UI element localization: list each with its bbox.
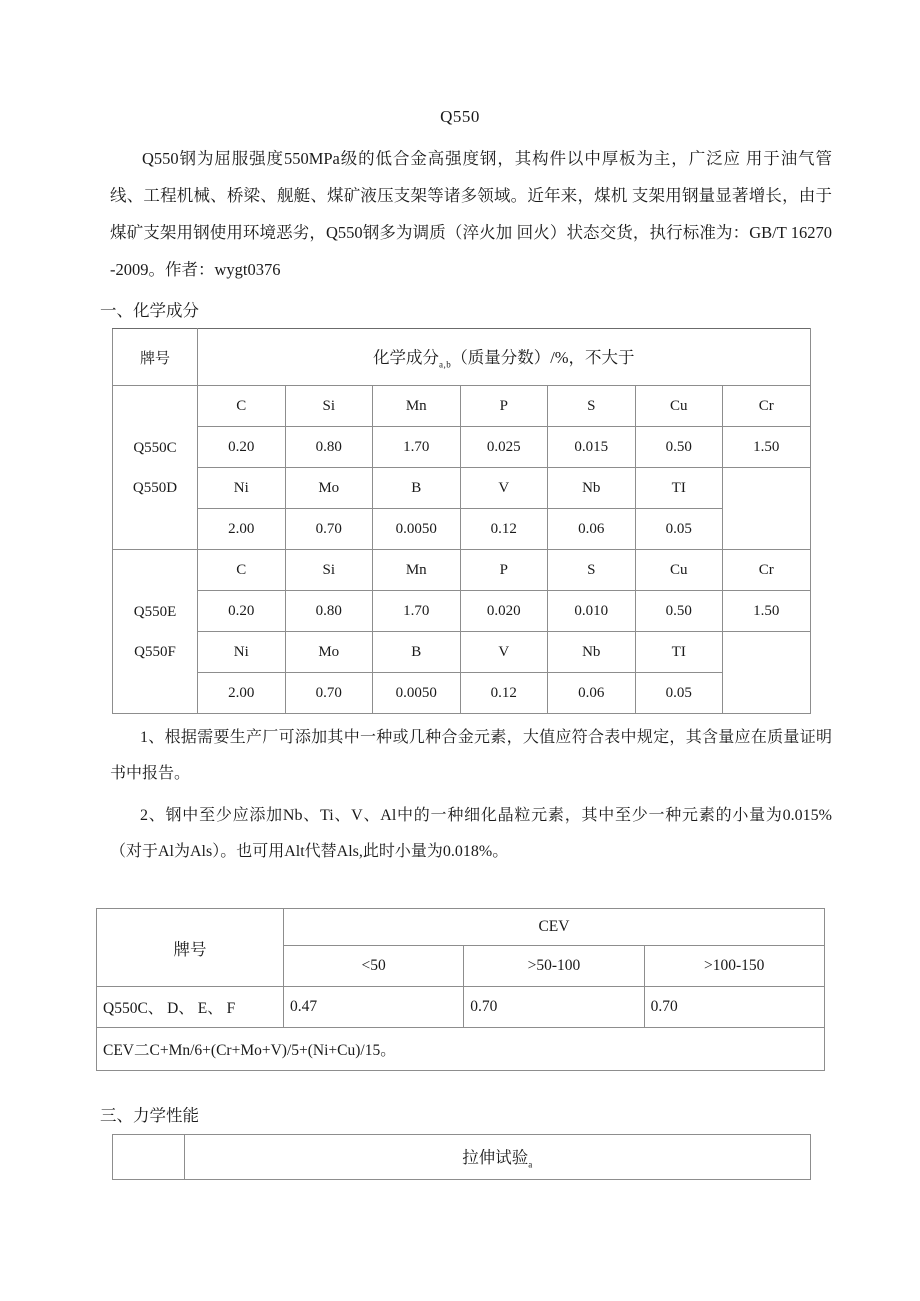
mechanical-properties-table-wrapper (0, 1131, 920, 1180)
brand-label: Q550D (132, 479, 178, 496)
cev-table (96, 908, 825, 1071)
cev-brand-cell: Q550C、 D、 E、 F (97, 987, 284, 1028)
element-value-cell: 1.70 (373, 427, 461, 468)
tensile-test-footnote: a (528, 1159, 533, 1170)
element-value-cell: 1.70 (373, 591, 461, 632)
table-row (113, 329, 811, 386)
element-value-cell: 0.80 (285, 591, 373, 632)
element-header-cell: S (548, 386, 636, 427)
note-item-2: 2、钢中至少应添加Nb、Ti、V、Al中的一种细化晶粒元素，其中至少一种元素的小量为0.015% （对于Al为Als）。也可用Alt代替Als,此时小量为0.018%。 (110, 807, 832, 860)
element-header-cell: Mn (373, 550, 461, 591)
mechanical-properties-table (112, 1134, 811, 1180)
thickness-range-cell: <50 (284, 946, 464, 987)
element-value-cell: 2.00 (198, 673, 286, 714)
mechanical-blank-cell (113, 1135, 185, 1180)
table-row (113, 591, 811, 632)
brand-group-cell (113, 386, 198, 550)
element-value-cell: 1.50 (723, 591, 811, 632)
element-header-cell: Ni (198, 632, 286, 673)
cev-formula-cell: CEV二C+Mn/6+(Cr+Mo+V)/5+(Ni+Cu)/15。 (97, 1028, 825, 1071)
table-row (113, 509, 811, 550)
cev-value-cell: 0.70 (464, 987, 644, 1028)
cev-value-cell: 0.47 (284, 987, 464, 1028)
element-value-cell: 1.50 (723, 427, 811, 468)
composition-header-text: 化学成分 (372, 348, 439, 368)
element-value-cell: 2.00 (198, 509, 286, 550)
element-value-cell: 0.50 (635, 591, 723, 632)
element-header-cell: Mo (285, 468, 373, 509)
cev-value-cell: 0.70 (644, 987, 824, 1028)
table-row (113, 468, 811, 509)
note-item-1: 1、根据需要生产厂可添加其中一种或几种合金元素，大值应符合表中规定，其含量应在质量证明书中报告。 (110, 729, 832, 782)
element-header-cell: B (373, 468, 461, 509)
element-value-cell: 0.20 (198, 427, 286, 468)
table-row (97, 987, 825, 1028)
brand-header-cell: 牌号 (113, 329, 198, 386)
thickness-range-cell: >50-100 (464, 946, 644, 987)
element-header-cell: Nb (548, 468, 636, 509)
brand-group-cell (113, 550, 198, 714)
table-row (113, 550, 811, 591)
element-value-cell: 0.06 (548, 673, 636, 714)
element-header-cell: V (460, 632, 548, 673)
element-header-cell: B (373, 632, 461, 673)
tensile-test-header-cell (185, 1135, 811, 1180)
table-row (113, 1135, 811, 1180)
element-value-cell: 0.010 (548, 591, 636, 632)
section-spacer (0, 1071, 920, 1101)
element-value-cell: 0.12 (460, 509, 548, 550)
element-value-cell: 0.50 (635, 427, 723, 468)
intro-paragraph: Q550钢为屈服强度550MPa级的低合金高强度钢，其构件以中厚板为主，广泛应 用于油气管线、工程机械、桥梁、舰艇、煤矿液压支架等诸多领域。近年来，煤机 支架用钢量显著增长，由于煤矿支架用钢使用环境恶劣，Q550钢多为调质（淬火加 回火）状态交货，执行标准为：GB/T 16270-2009。作者：wygt0376 (110, 149, 832, 279)
element-value-cell: 0.70 (285, 509, 373, 550)
composition-header-rest: （质量分数）/%，不大于 (451, 348, 635, 368)
element-header-cell: TI (635, 468, 723, 509)
element-value-cell: 0.020 (460, 591, 548, 632)
table-row (113, 427, 811, 468)
chemical-composition-table (112, 328, 811, 714)
element-header-cell: C (198, 550, 286, 591)
cev-table-wrapper (0, 870, 920, 1071)
element-value-cell: 0.05 (635, 509, 723, 550)
section-heading-chemical: 一、化学成分 (100, 301, 199, 320)
element-header-cell: P (460, 550, 548, 591)
tensile-test-label: 拉伸试验 (462, 1148, 529, 1168)
table-row (97, 1028, 825, 1071)
cev-brand-header-cell: 牌号 (97, 909, 284, 987)
empty-cell (723, 468, 811, 550)
element-header-cell: C (198, 386, 286, 427)
cev-header-cell: CEV (284, 909, 825, 946)
element-header-cell: Cr (723, 386, 811, 427)
element-header-cell: Cu (635, 550, 723, 591)
element-header-cell: P (460, 386, 548, 427)
table-row (97, 909, 825, 946)
element-header-cell: Nb (548, 632, 636, 673)
element-value-cell: 0.025 (460, 427, 548, 468)
table-row (113, 632, 811, 673)
table-row (113, 673, 811, 714)
element-value-cell: 0.05 (635, 673, 723, 714)
brand-label: Q550C (133, 439, 177, 456)
element-header-cell: Si (285, 386, 373, 427)
element-value-cell: 0.0050 (373, 509, 461, 550)
element-header-cell: Ni (198, 468, 286, 509)
section-heading-mechanical: 三、力学性能 (100, 1106, 199, 1125)
brand-label: Q550E (133, 603, 177, 620)
element-header-cell: S (548, 550, 636, 591)
element-value-cell: 0.0050 (373, 673, 461, 714)
element-value-cell: 0.80 (285, 427, 373, 468)
chemical-composition-table-wrapper (0, 326, 920, 714)
element-header-cell: Mn (373, 386, 461, 427)
element-value-cell: 0.12 (460, 673, 548, 714)
composition-header-footnote: a,b (438, 359, 452, 370)
element-value-cell: 0.06 (548, 509, 636, 550)
table-row (113, 386, 811, 427)
element-header-cell: Cr (723, 550, 811, 591)
element-header-cell: Mo (285, 632, 373, 673)
element-header-cell: Cu (635, 386, 723, 427)
brand-label: Q550F (134, 643, 176, 660)
element-value-cell: 0.20 (198, 591, 286, 632)
element-header-cell: Si (285, 550, 373, 591)
element-header-cell: TI (635, 632, 723, 673)
element-header-cell: V (460, 468, 548, 509)
element-value-cell: 0.70 (285, 673, 373, 714)
page-title: Q550 (440, 107, 480, 126)
empty-cell (723, 632, 811, 714)
element-value-cell: 0.015 (548, 427, 636, 468)
thickness-range-cell: >100-150 (644, 946, 824, 987)
composition-header-cell (198, 329, 811, 386)
